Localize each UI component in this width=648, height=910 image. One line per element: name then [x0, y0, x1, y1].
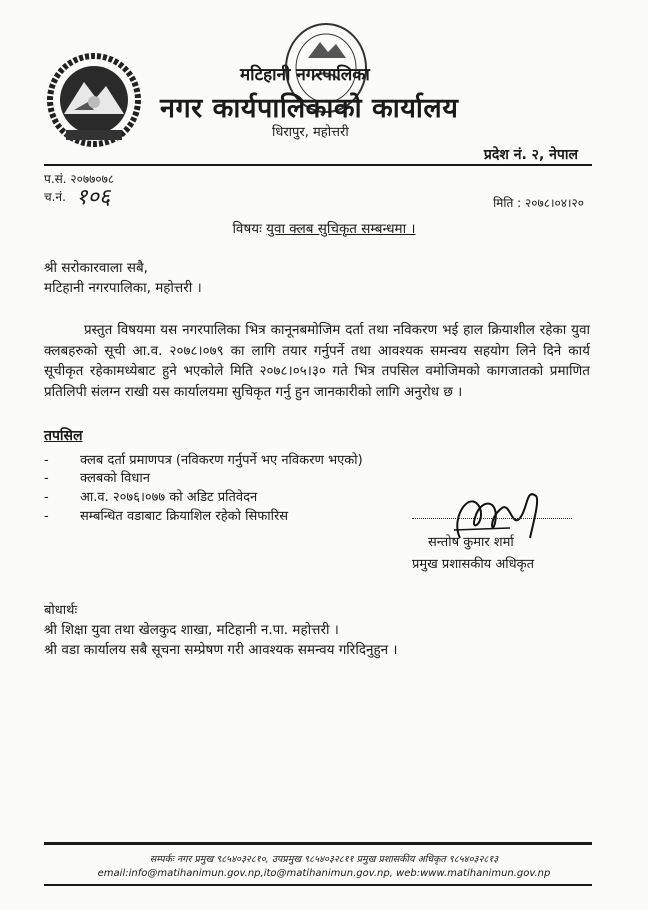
nepal-emblem-logo	[44, 52, 144, 148]
cc-line-1: श्री शिक्षा युवा तथा खेलकुद शाखा, मटिहानी न.पा. महोत्तरी ।	[44, 622, 339, 638]
cc-label: बोधार्थः	[44, 603, 78, 618]
signature-line	[412, 518, 572, 519]
cc-line-2: श्री वडा कार्यालय सबै सूचना सम्प्रेषण गरी आवश्यक समन्वय गरिदिनुहुन ।	[44, 642, 398, 658]
letter-date: मिति : २०७८।०४।२०	[493, 196, 584, 210]
subject-text: युवा क्लब सुचिकृत सम्बन्धमा ।	[266, 221, 416, 237]
addressee-line-2: मटिहानी नगरपालिका, महोत्तरी ।	[44, 280, 202, 296]
enclosure-title: तपसिल	[44, 428, 83, 444]
enclosure-item: - क्लब दर्ता प्रमाणपत्र (नविकरण गर्नुपर्ने भए नविकरण भएको)	[44, 453, 363, 468]
footer-rule-top	[44, 842, 592, 845]
dispatch-number: १०६	[76, 185, 111, 210]
footer-contact: सम्पर्कः नगर प्रमुख ९८५४०३२८१०, उपप्रमुख ९८५४०३२८११ प्रमुख प्रशासकीय अधिकृत ९८५४०३२८१३	[149, 854, 499, 865]
subject-label: विषयः	[232, 221, 262, 237]
enclosure-item: - आ.व. २०७६।०७७ को अडिट प्रतिवेदन	[44, 490, 258, 505]
province-label: प्रदेश नं. २, नेपाल	[483, 147, 578, 163]
footer-rule-bottom	[44, 884, 592, 886]
office-name: नगर कार्यपालिकाको कार्यालय	[160, 93, 459, 124]
dispatch-label: च.नं.	[44, 190, 66, 204]
enclosure-item: - सम्बन्धित वडाबाट क्रियाशिल रहेको सिफारिस	[44, 509, 289, 524]
subject-line	[0, 219, 648, 237]
office-address: धिरापुर, महोत्तरी	[272, 125, 349, 140]
signatory-name: सन्तोष कुमार शर्मा	[428, 535, 514, 550]
letter-body: प्रस्तुत विषयमा यस नगरपालिका भित्र कानूनबमोजिम दर्ता तथा नविकरण भई हाल क्रियाशील रहेका युवा क्लबहरुको सूची आ.व. २०७८।०७९ का लागि तयार गर्नुपर्ने तथा आवश्यक समन्वय सहयोग लिने दिने कार्य सूचीकृत रहेकामध्येबाट हुने भएकोले मिति २०७८।०५।३० गते भित्र तपसिल वमोजिमको कागजातको प्रमाणित प्रतिलिपी संलग्न राखी यस कार्यालयमा सुचिकृत गर्नु हुन जानकारीको लागि अनुरोध छ ।	[44, 322, 590, 400]
enclosure-item: - क्लबको विधान	[44, 471, 150, 486]
header-rule	[44, 164, 592, 166]
footer-web: email:info@matihanimun.gov.np,ito@matihanimun.gov.np, web:www.matihanimun.gov.np	[97, 868, 551, 879]
addressee-line-1: श्री सरोकारवाला सबै,	[44, 260, 148, 276]
signatory-title: प्रमुख प्रशासकीय अधिकृत	[412, 557, 535, 572]
fiscal-year-ref: प.सं. २०७७०७८	[44, 172, 115, 186]
org-name: मटिहानी नगरपालिका	[240, 65, 370, 85]
